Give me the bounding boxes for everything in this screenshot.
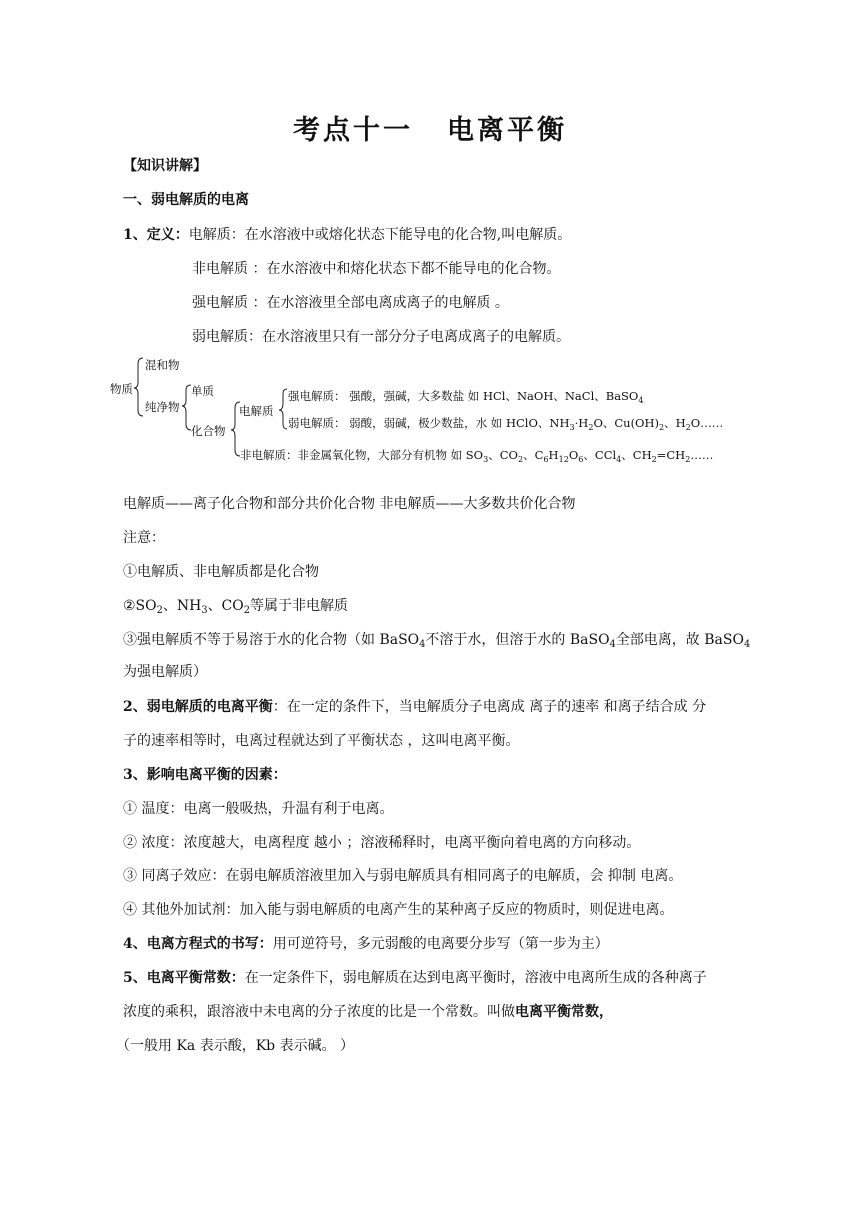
- tree-pure-substance: 纯净物: [145, 400, 180, 414]
- tree-compound: 化合物: [191, 424, 226, 438]
- tree-mixture: 混和物: [145, 358, 180, 372]
- section-tag: 【知识讲解】: [123, 158, 207, 174]
- note-2: $②SO_2$、$NH_3$、$CO_2$等属于非电解质: [123, 598, 348, 616]
- section-2-cont: 子的速率相等时，电离过程就达到了平衡状态 ，这叫电离平衡。: [123, 733, 520, 749]
- section-2-ionization-equilibrium: 2、弱电解质的电离平衡：在一定的条件下，当电解质分子电离成 离子的速率 和离子结合成 分: [123, 699, 707, 715]
- factor-concentration: ② 浓度：浓度越大，电离程度 越小 ；溶液稀释时，电离平衡向着电离的方向移动。: [123, 835, 641, 851]
- note-3: ③强电解质不等于易溶于水的化合物（如 BaSO$_4$不溶于水，但溶于水的 BaSO$_4$全部电离，故 BaSO$_4$: [123, 632, 751, 650]
- definition-electrolyte-text: 电解质：在水溶液中或熔化状态下能导电的化合物,叫电解质。: [188, 227, 572, 243]
- brace-pure: [182, 385, 191, 430]
- tree-element: 单质: [191, 384, 214, 398]
- definition-non-electrolyte: 非电解质 ：在水溶液中和熔化状态下都不能导电的化合物。: [192, 261, 561, 277]
- tree-electrolyte: 电解质: [239, 404, 274, 418]
- tree-non-electrolyte: 非电解质：非金属氧化物，大部分有机物 如 $SO_3$、$CO_2$、$C_6H_{12}O_6$、CCl$_4$、$CH_2=CH_2\dots\dots$: [240, 448, 714, 464]
- note-label: 注意：: [123, 530, 165, 546]
- section-4-equation: 4、电离方程式的书写：用可逆符号，多元弱酸的电离要分步写（第一步为主）: [123, 936, 609, 952]
- section-5-label: 5、电离平衡常数：: [123, 970, 245, 986]
- definition-weak-electrolyte: 弱电解质：在水溶液里只有一部分分子电离成离子的电解质。: [192, 329, 570, 345]
- section-5-note: （一般用 Ka 表示酸，Kb 表示碱。 ）: [116, 1038, 355, 1054]
- factor-temperature: ① 温度：电离一般吸热，升温有利于电离。: [123, 801, 394, 817]
- section-3-factors: 3、影响电离平衡的因素：: [123, 767, 287, 783]
- tree-strong-electrolyte: 强电解质： 强酸，强碱，大多数盐 如 HCl、NaOH、NaCl、BaSO$_4$: [288, 389, 644, 405]
- section-5-cont: 浓度的乘积，跟溶液中未电离的分子浓度的比是一个常数。叫做电离平衡常数，: [123, 1004, 613, 1020]
- section-5-constant: 5、电离平衡常数：在一定条件下，弱电解质在达到电离平衡时，溶液中电离所生成的各种离子: [123, 970, 707, 986]
- heading-weak-electrolyte-ionization: 一、弱电解质的电离: [123, 192, 249, 208]
- factor-common-ion: ③ 同离子效应：在弱电解质溶液里加入与弱电解质具有相同离子的电解质，会 抑制 电离。: [123, 868, 683, 884]
- note-3-cont: 为强电解质）: [123, 664, 207, 680]
- brace-root: [134, 358, 143, 416]
- section-4-label: 4、电离方程式的书写：: [123, 936, 273, 952]
- tree-braces: [0, 0, 860, 480]
- note-1: ①电解质、非电解质都是化合物: [123, 564, 319, 580]
- title-part2: 电离平衡: [447, 115, 567, 146]
- definition-label: 1、定义：: [123, 227, 189, 243]
- definition-strong-electrolyte: 强电解质 ：在水溶液里全部电离成离子的电解质 。: [192, 295, 509, 311]
- tree-weak-electrolyte: 弱电解质： 弱酸，弱碱，极少数盐，水 如 HClO、$NH_3\cdot H_2O$、$Cu(OH)_2$、$H_2O\dots\dots$: [288, 416, 724, 432]
- factor-other-reagents: ④ 其他外加试剂：加入能与弱电解质的电离产生的某种离子反应的物质时，则促进电离。: [123, 902, 674, 918]
- summary-line: 电解质——离子化合物和部分共价化合物 非电解质——大多数共价化合物: [123, 496, 576, 512]
- section-2-label: 2、弱电解质的电离平衡: [123, 699, 273, 715]
- tree-root-substance: 物质: [110, 382, 133, 396]
- brace-electrolyte: [279, 389, 287, 429]
- title-part1: 考点十一: [293, 115, 413, 146]
